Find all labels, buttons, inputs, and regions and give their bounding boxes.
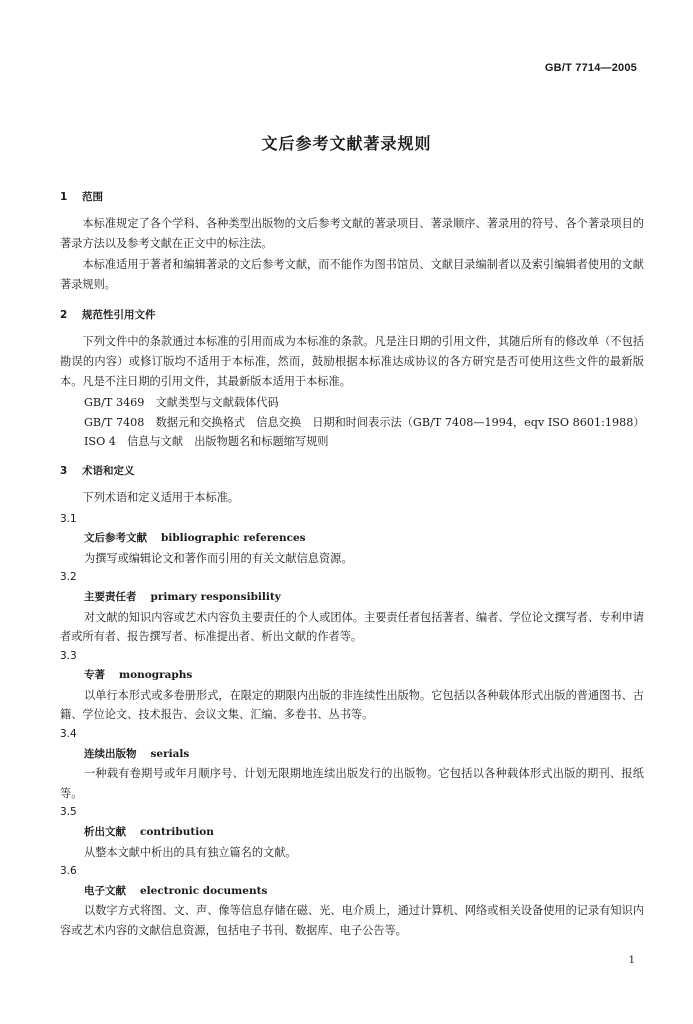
term-entry [60, 725, 644, 803]
term-number: 3.3 [60, 649, 77, 662]
section-heading [60, 462, 644, 481]
term-heading [60, 529, 644, 549]
term-definition: 从整本文献中析出的具有独立篇名的文献。 [84, 845, 297, 859]
paragraph: 下列文件中的条款通过本标准的引用而成为本标准的条款。凡是注日期的引用文件，其随后所有的修改单（不包括勘误的内容）或修订版均不适用于本标准，然而，鼓励根据本标准达成协议的各方研究是否可使用这些文件的最新版本。凡是不注日期的引用文件，其最新版本适用于本标准。 [60, 335, 644, 388]
term-heading [60, 882, 644, 902]
page-number: 1 [628, 955, 635, 966]
section-title: 范围 [82, 191, 103, 203]
term-number: 3.1 [60, 512, 77, 525]
term-cn: 电子文献 [84, 884, 126, 897]
term-cn: 文后参考文献 [84, 532, 147, 545]
term-entry [60, 568, 644, 646]
term-definition: 以单行本形式或多卷册形式，在限定的期限内出版的非连续性出版物。它包括以各种载体形式出版的普通图书、古籍、学位论文、技术报告、会议文集、汇编、多卷书、丛书等。 [60, 688, 644, 722]
term-cn: 连续出版物 [84, 747, 137, 760]
standard-number: GB/T 7714—2005 [544, 62, 637, 74]
term-cn: 析出文献 [84, 826, 126, 839]
paragraph: 本标准适用于著者和编辑著录的文后参考文献，而不能作为图书馆员、文献目录编制者以及索引编辑者使用的文献著录规则。 [60, 258, 644, 291]
term-number: 3.2 [60, 571, 77, 584]
term-entry [60, 647, 644, 725]
section-scope [60, 188, 644, 294]
section-number: 1 [60, 191, 68, 203]
term-entry [60, 510, 644, 569]
paragraph: 本标准规定了各个学科、各种类型出版物的文后参考文献的著录项目、著录顺序、著录用的符号、各个著录项目的著录方法以及参考文献在正文中的标注法。 [60, 217, 644, 250]
document-title: 文后参考文献著录规则 [261, 134, 432, 153]
term-en: serials [150, 747, 190, 760]
term-heading [60, 745, 644, 765]
term-number: 3.4 [60, 728, 77, 741]
term-en: electronic documents [140, 884, 268, 897]
section-number: 3 [60, 464, 68, 477]
term-heading [60, 823, 644, 843]
reference-item: GB/T 3469 文献类型与文献载体代码 [84, 396, 279, 410]
term-cn: 专著 [84, 669, 105, 682]
section-terms-definitions [60, 462, 644, 941]
term-definition: 对文献的知识内容或艺术内容负主要责任的个人或团体。主要责任者包括著者、编者、学位论文撰写者、专利申请者或所有者、报告撰写者、标准提出者、析出文献的作者等。 [60, 610, 644, 644]
term-en: primary responsibility [150, 590, 281, 603]
section-normative-references [60, 306, 644, 452]
section-title: 规范性引用文件 [82, 309, 156, 322]
term-heading [60, 666, 644, 686]
term-cn: 主要责任者 [84, 590, 137, 603]
reference-item: GB/T 7408 数据元和交换格式 信息交换 日期和时间表示法（GB/T 7408—1994，eqv ISO 8601:1988） [84, 415, 645, 429]
paragraph: 下列术语和定义适用于本标准。 [82, 490, 240, 504]
term-definition: 一种载有卷期号或年月顺序号、计划无限期地连续出版发行的出版物。它包括以各种载体形式出版的期刊、报纸等。 [60, 767, 644, 800]
section-number: 2 [60, 309, 68, 322]
term-heading [60, 588, 644, 608]
term-entry [60, 862, 644, 940]
section-heading [60, 306, 644, 325]
term-en: contribution [140, 826, 214, 839]
reference-item: ISO 4 信息与文献 出版物题名和标题缩写规则 [84, 435, 329, 449]
term-number: 3.5 [60, 806, 77, 819]
section-title: 术语和定义 [82, 464, 135, 477]
document-body [60, 188, 644, 941]
term-en: monographs [119, 669, 193, 682]
term-number: 3.6 [60, 865, 77, 878]
term-definition: 以数字方式将图、文、声、像等信息存储在磁、光、电介质上，通过计算机、网络或相关设备使用的记录有知识内容或艺术内容的文献信息资源，包括电子书刊、数据库、电子公告等。 [60, 904, 644, 937]
term-entry [60, 803, 644, 862]
term-en: bibliographic references [161, 532, 306, 545]
term-definition: 为撰写或编辑论文和著作而引用的有关文献信息资源。 [84, 551, 353, 565]
section-heading [60, 188, 644, 207]
